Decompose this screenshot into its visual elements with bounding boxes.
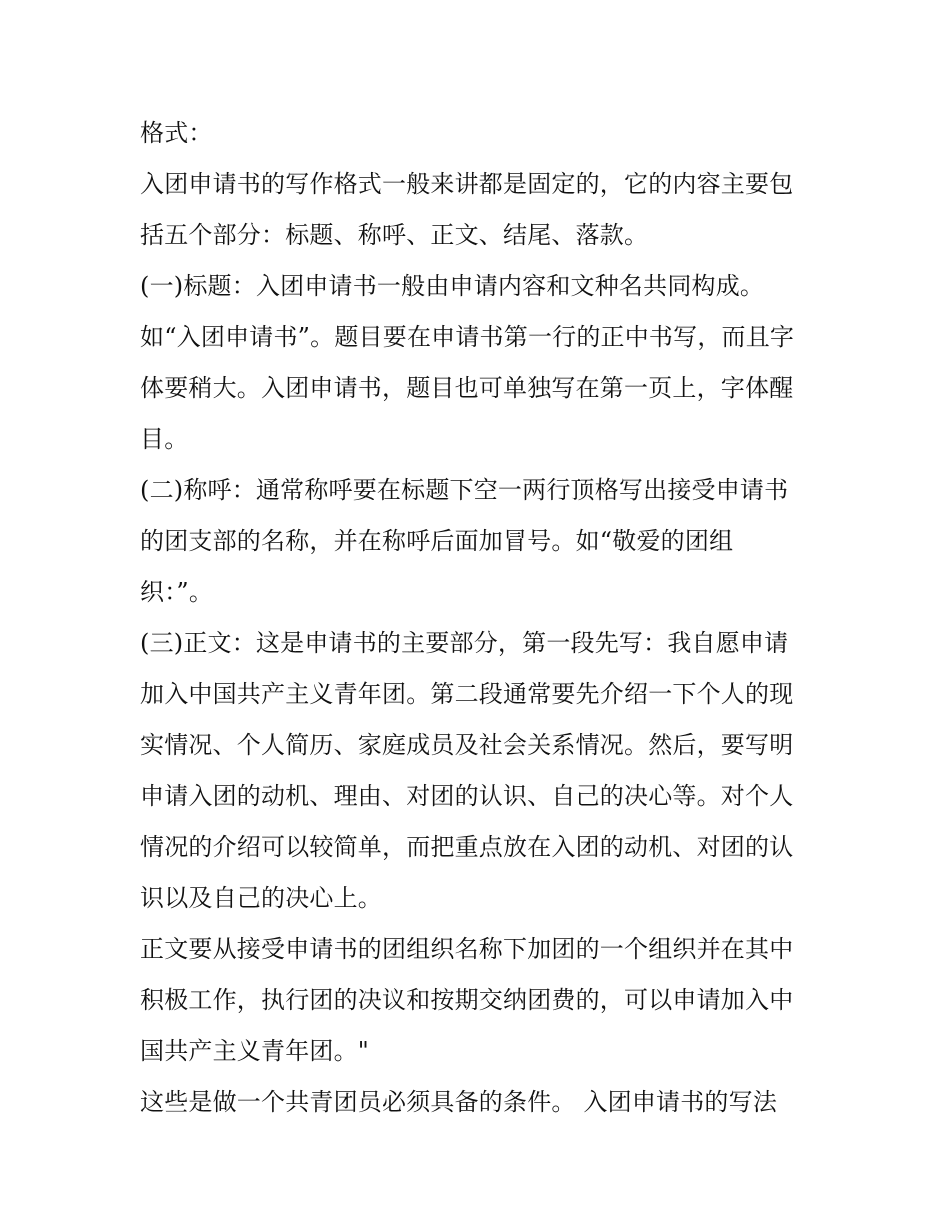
text-line: 格式： <box>140 119 213 147</box>
text-line: (二)称呼：通常称呼要在标题下空一两行顶格写出接受申请书 <box>140 476 789 504</box>
text-line: 体要稍大。入团申请书，题目也可单独写在第一页上，字体醒 <box>140 374 794 402</box>
text-line: 申请入团的动机、理由、对团的认识、自己的决心等。对个人 <box>140 782 794 810</box>
text-line: 目。 <box>140 425 189 453</box>
text-line: 这些是做一个共青团员必须具备的条件。 入团申请书的写法 <box>140 1088 778 1116</box>
text-line: 正文要从接受申请书的团组织名称下加团的一个组织并在其中 <box>140 935 794 963</box>
text-line: 实情况、个人简历、家庭成员及社会关系情况。然后，要写明 <box>140 731 794 759</box>
document-body <box>140 108 820 1128</box>
text-line: 织：”。 <box>140 578 214 606</box>
text-line: 加入中国共产主义青年团。第二段通常要先介绍一下个人的现 <box>140 680 794 708</box>
text-line: 入团申请书的写作格式一般来讲都是固定的，它的内容主要包 <box>140 170 794 198</box>
text-line: (一)标题：入团申请书一般由申请内容和文种名共同构成。 <box>140 272 765 300</box>
text-line: 国共产主义青年团。" <box>140 1037 370 1065</box>
text-line: 的团支部的名称，并在称呼后面加冒号。如“敬爱的团组 <box>140 527 734 555</box>
text-line: 如“入团申请书”。题目要在申请书第一行的正中书写，而且字 <box>140 323 795 351</box>
text-line: 括五个部分：标题、称呼、正文、结尾、落款。 <box>140 221 649 249</box>
text-line: 情况的介绍可以较简单，而把重点放在入团的动机、对团的认 <box>140 833 794 861</box>
text-line: 识以及自己的决心上。 <box>140 884 382 912</box>
text-line: 积极工作，执行团的决议和按期交纳团费的，可以申请加入中 <box>140 986 794 1014</box>
text-line: (三)正文：这是申请书的主要部分，第一段先写：我自愿申请 <box>140 629 789 657</box>
